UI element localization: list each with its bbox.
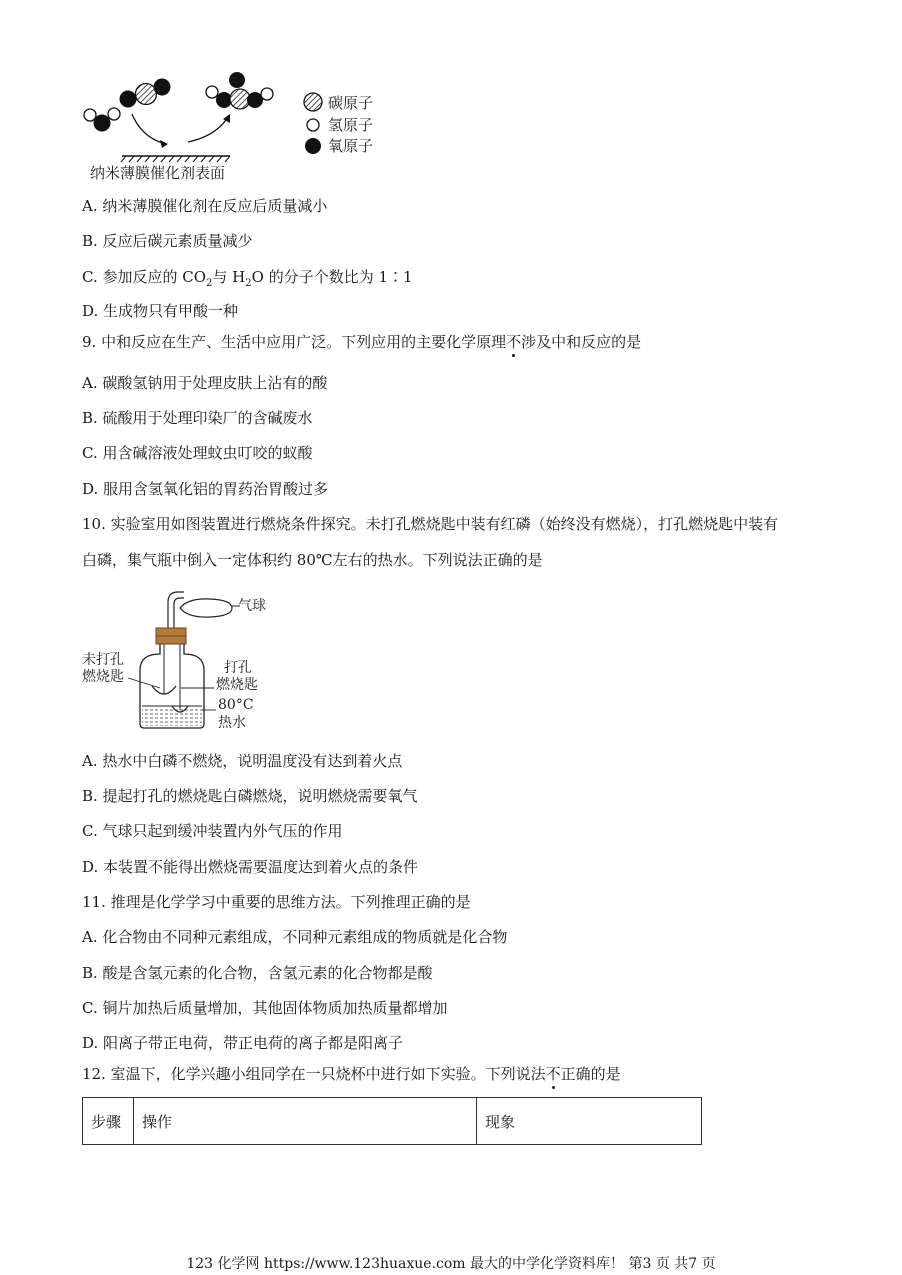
q11-option-d: D. 阳离子带正电荷，带正电荷的离子都是阳离子 xyxy=(82,1034,404,1052)
left-spoon-label-1: 未打孔 xyxy=(82,652,124,668)
q8-option-b: B. 反应后碳元素质量减少 xyxy=(82,232,253,250)
q8-option-a: A. 纳米薄膜催化剂在反应后质量减小 xyxy=(82,197,328,215)
temperature-label: 80°C xyxy=(218,697,254,713)
q8-c-text-2: 与 H xyxy=(212,268,246,286)
oxygen-atom-icon xyxy=(305,138,321,154)
q8-c-text-1: C. 参加反应的 CO xyxy=(82,268,207,286)
water-molecule-icon xyxy=(84,108,120,132)
q11-option-a: A. 化合物由不同种元素组成，不同种元素组成的物质就是化合物 xyxy=(82,928,508,946)
experiment-steps-table xyxy=(82,1097,702,1145)
table-header-row xyxy=(83,1098,702,1145)
q11-stem: 11. 推理是化学学习中重要的思维方法。下列推理正确的是 xyxy=(82,893,471,911)
q12-stem xyxy=(82,1064,621,1084)
hot-water xyxy=(142,706,202,726)
q12-stem-part-2: 正确的是 xyxy=(560,1065,621,1083)
arrow-up-icon xyxy=(188,117,228,142)
catalyst-caption: 纳米薄膜催化剂表面 xyxy=(90,164,226,182)
table-header-operation: 操作 xyxy=(134,1098,477,1145)
q10-stem-line-2: 白磷，集气瓶中倒入一定体积约 80℃左右的热水。下列说法正确的是 xyxy=(82,551,543,569)
formic-acid-molecule-icon xyxy=(206,72,273,109)
balloon-icon xyxy=(180,599,232,617)
q12-stem-emphasis: 不 xyxy=(545,1065,561,1083)
q11-option-b: B. 酸是含氢元素的化合物，含氢元素的化合物都是酸 xyxy=(82,964,433,982)
page-footer: 123 化学网 https://www.123huaxue.com 最大的中学化学资料库！ 第3 页 共7 页 xyxy=(186,1256,716,1272)
q9-stem-part-1: 9. 中和反应在生产、生活中应用广泛。下列应用的主要化学原理 xyxy=(82,333,507,351)
q8-option-d: D. 生成物只有甲酸一种 xyxy=(82,302,239,320)
q8-option-c xyxy=(82,267,413,287)
q10-stem-line-1: 10. 实验室用如图装置进行燃烧条件探究。未打孔燃烧匙中装有红磷（始终没有燃烧），打孔燃烧匙中装有 xyxy=(82,515,779,533)
q11-option-c: C. 铜片加热后质量增加，其他固体物质加热质量都增加 xyxy=(82,999,448,1017)
q10-option-d: D. 本装置不能得出燃烧需要温度达到着火点的条件 xyxy=(82,858,419,876)
q10-option-c: C. 气球只起到缓冲装置内外气压的作用 xyxy=(82,822,343,840)
q12-stem-part-1: 12. 室温下，化学兴趣小组同学在一只烧杯中进行如下实验。下列说法 xyxy=(82,1065,546,1083)
q8-c-sub-2: 2 xyxy=(245,278,252,289)
catalyst-surface xyxy=(121,156,230,162)
balloon-label: 气球 xyxy=(238,598,266,614)
q8-c-sub-1: 2 xyxy=(206,278,213,289)
catalyst-reaction-figure xyxy=(80,72,400,184)
q9-option-a: A. 碳酸氢钠用于处理皮肤上沾有的酸 xyxy=(82,374,328,392)
combustion-apparatus-figure xyxy=(80,588,280,736)
q9-stem-emphasis: 不 xyxy=(506,333,522,351)
right-spoon-label-2: 燃烧匙 xyxy=(216,677,258,693)
q9-stem xyxy=(82,332,641,352)
q9-stem-part-2: 涉及中和反应的是 xyxy=(521,333,642,351)
legend-oxygen-label: 氧原子 xyxy=(328,137,374,155)
hydrogen-atom-icon xyxy=(307,119,319,131)
left-spoon-label-2: 燃烧匙 xyxy=(82,669,124,685)
right-spoon-label-1: 打孔 xyxy=(224,660,252,676)
carbon-atom-icon xyxy=(304,93,322,111)
arrow-down-icon xyxy=(132,114,166,144)
hot-water-label: 热水 xyxy=(218,715,246,731)
q10-option-a: A. 热水中白磷不燃烧，说明温度没有达到着火点 xyxy=(82,752,403,770)
legend-hydrogen-label: 氢原子 xyxy=(328,116,374,134)
q9-option-c: C. 用含碱溶液处理蚊虫叮咬的蚁酸 xyxy=(82,444,313,462)
carbon-dioxide-molecule-icon xyxy=(120,79,171,108)
q9-option-b: B. 硫酸用于处理印染厂的含碱废水 xyxy=(82,409,313,427)
table-header-step: 步骤 xyxy=(83,1098,134,1145)
q9-option-d: D. 服用含氢氧化铝的胃药治胃酸过多 xyxy=(82,480,329,498)
legend-carbon-label: 碳原子 xyxy=(328,94,374,112)
table-header-phenomenon: 现象 xyxy=(477,1098,702,1145)
q8-c-text-3: O 的分子个数比为 1∶1 xyxy=(251,268,413,286)
q10-option-b: B. 提起打孔的燃烧匙白磷燃烧，说明燃烧需要氧气 xyxy=(82,787,418,805)
atom-legend xyxy=(304,93,373,155)
